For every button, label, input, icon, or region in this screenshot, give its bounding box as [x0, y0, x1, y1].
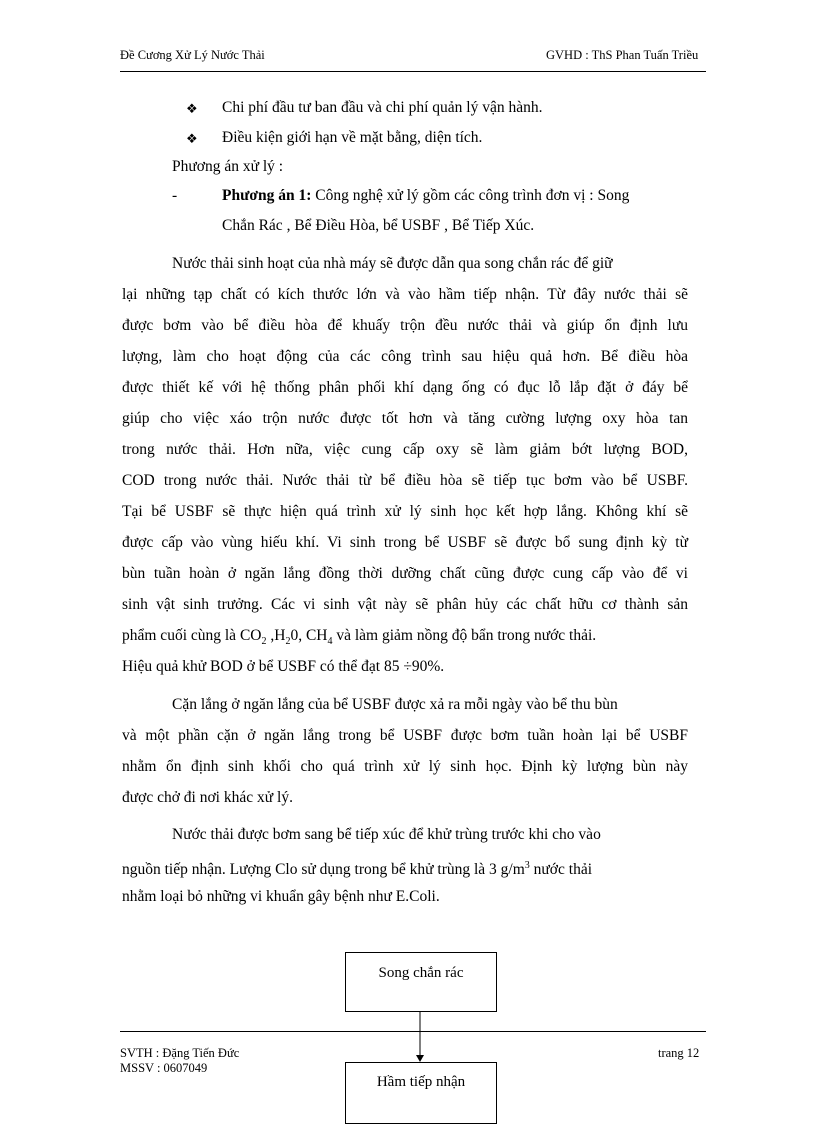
plan-heading: Phương án xử lý :	[172, 158, 284, 175]
diagram-box-song-chan-rac: Song chắn rác	[345, 952, 497, 1012]
plan1-line2: Chắn Rác , Bể Điều Hòa, bể USBF , Bể Tiếp Xúc.	[222, 217, 535, 234]
para2-line: Cặn lắng ở ngăn lắng của bể USBF được xả ra mỗi ngày vào bể thu bùn	[172, 696, 618, 713]
para1-line: được bơm vào bể điều hòa để khuấy trộn đều nước thải và giúp ổn định lưu	[122, 317, 688, 334]
para3-line: nhằm loại bỏ những vi khuẩn gây bệnh như E.Coli.	[122, 888, 440, 905]
para2-line: được chở đi nơi khác xử lý.	[122, 789, 293, 806]
plan1-text: Công nghệ xử lý gồm các công trình đơn vị : Song	[311, 187, 630, 204]
header-instructor: GVHD : ThS Phan Tuấn Triều	[546, 48, 699, 62]
bullet-item: Chi phí đầu tư ban đầu và chi phí quản lý vận hành.	[222, 99, 543, 116]
footer-student-id: MSSV : 0607049	[120, 1061, 208, 1075]
para1-line: sinh vật sinh trưởng. Các vi sinh vật này sẽ phân hủy các chất hữu cơ thành sản	[122, 596, 688, 613]
para1-line: lại những tạp chất có kích thước lớn và vào hầm tiếp nhận. Từ đây nước thải sẽ	[122, 286, 688, 303]
para3-line: nguồn tiếp nhận. Lượng Clo sử dụng trong bể khử trùng là 3 $g/m^3$ nước thải	[122, 860, 593, 879]
bullet-item: Điều kiện giới hạn về mặt bằng, diện tích.	[222, 129, 483, 146]
bullet-icon: ❖	[186, 101, 198, 116]
plan-dash: -	[172, 187, 178, 204]
para2-line: nhằm ổn định sinh khối cho quá trình xử lý sinh học. Định kỳ lượng bùn này	[122, 758, 688, 775]
para1-line: bùn tuần hoàn ở ngăn lắng đồng thời dưỡng chất cũng được cung cấp vào để vi	[122, 565, 688, 582]
para1-line: được cấp vào vùng hiếu khí. Vi sinh trong bể USBF sẽ được bổ sung định kỳ từ	[122, 534, 688, 551]
para1-line: Tại bể USBF sẽ thực hiện quá trình xử lý sinh học kết hợp lắng. Không khí sẽ	[122, 503, 688, 520]
plan1-label: Phương án 1:	[222, 187, 312, 204]
footer-student: SVTH : Đặng Tiến Đức	[120, 1046, 240, 1060]
plan1-line1	[222, 181, 629, 211]
para1-line: COD trong nước thải. Nước thải từ bể điều hòa sẽ tiếp tục bơm vào bể USBF.	[122, 472, 688, 489]
para3-line: Nước thải được bơm sang bể tiếp xúc để khử trùng trước khi cho vào	[172, 826, 601, 843]
bullet-icon: ❖	[186, 131, 198, 146]
para1-line: Nước thải sinh hoạt của nhà máy sẽ được dẫn qua song chắn rác để giữ	[172, 255, 613, 272]
para2-line: và một phần cặn ở ngăn lắng trong bể USBF được bơm tuần hoàn lại bể USBF	[122, 727, 688, 744]
diagram-box-ham-tiep-nhan: Hầm tiếp nhận	[345, 1062, 497, 1124]
header-rule	[120, 71, 706, 72]
para1-line: được thiết kế với hệ thống phân phối khí dạng ống có đục lỗ lắp đặt ở đáy bể	[122, 379, 688, 396]
header-title: Đề Cương Xử Lý Nước Thải	[120, 48, 265, 62]
footer-rule	[120, 1031, 706, 1032]
para1-chem-line: phẩm cuối cùng là $CO_2$ $,H_20$, $CH_4$ và làm giảm nồng độ bẩn trong nước thải.	[122, 627, 597, 648]
para1-line: Hiệu quả khử BOD ở bể USBF có thể đạt 85 ÷90%.	[122, 658, 445, 675]
para1-line: trong nước thải. Hơn nữa, việc cung cấp oxy sẽ làm giảm bớt lượng BOD,	[122, 441, 688, 458]
footer-page-number: trang 12	[658, 1046, 700, 1060]
para1-line: giúp cho việc xáo trộn nước được tốt hơn và tăng cường lượng oxy hòa tan	[122, 410, 688, 427]
diagram-arrow	[410, 1011, 430, 1063]
para1-line: lượng, làm cho hoạt động của các công trình sau hiệu quả hơn. Bể điều hòa	[122, 348, 688, 365]
